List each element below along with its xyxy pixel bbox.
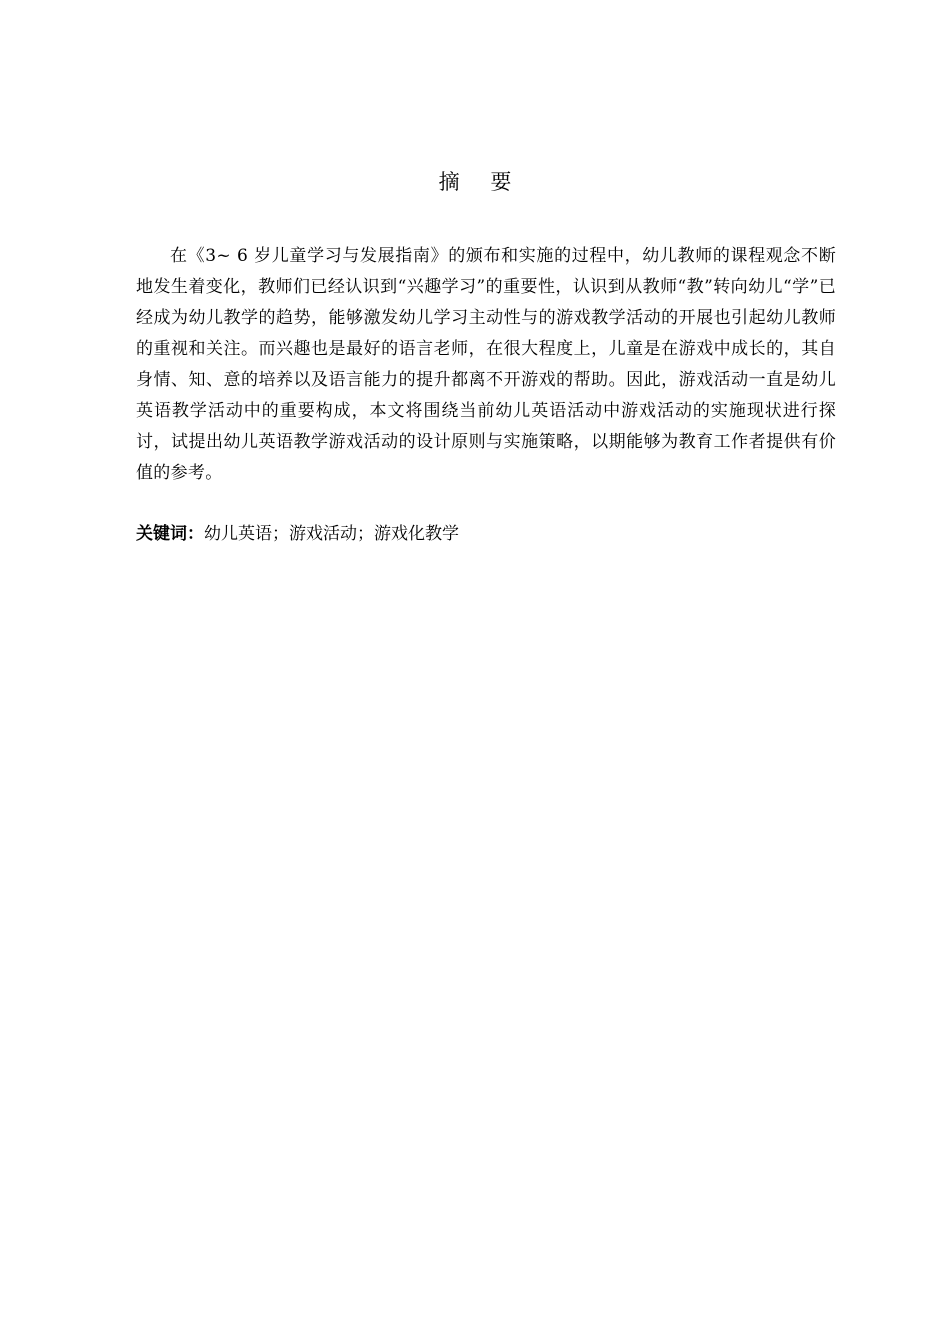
keywords-line: [136, 520, 836, 548]
abstract-title: 摘 要: [438, 170, 524, 194]
keywords-label: 关键词：: [136, 524, 204, 544]
keywords-text: 幼儿英语；游戏活动；游戏化教学: [204, 524, 459, 544]
abstract-paragraph: 在《3~ 6 岁儿童学习与发展指南》的颁布和实施的过程中，幼儿教师的课程观念不断地发生着变化，教师们已经认识到“兴趣学习”的重要性，认识到从教师“教”转向幼儿“学”已经成为幼儿教学的趋势，能够激发幼儿学习主动性与的游戏教学活动的开展也引起幼儿教师的重视和关注。而兴趣也是最好的语言老师，在很大程度上，儿童是在游戏中成长的，其自身情、知、意的培养以及语言能力的提升都离不开游戏的帮助。因此，游戏活动一直是幼儿英语教学活动中的重要构成，本文将围绕当前幼儿英语活动中游戏活动的实施现状进行探讨，试提出幼儿英语教学游戏活动的设计原则与实施策略，以期能够为教育工作者提供有价值的参考。: [136, 246, 836, 483]
